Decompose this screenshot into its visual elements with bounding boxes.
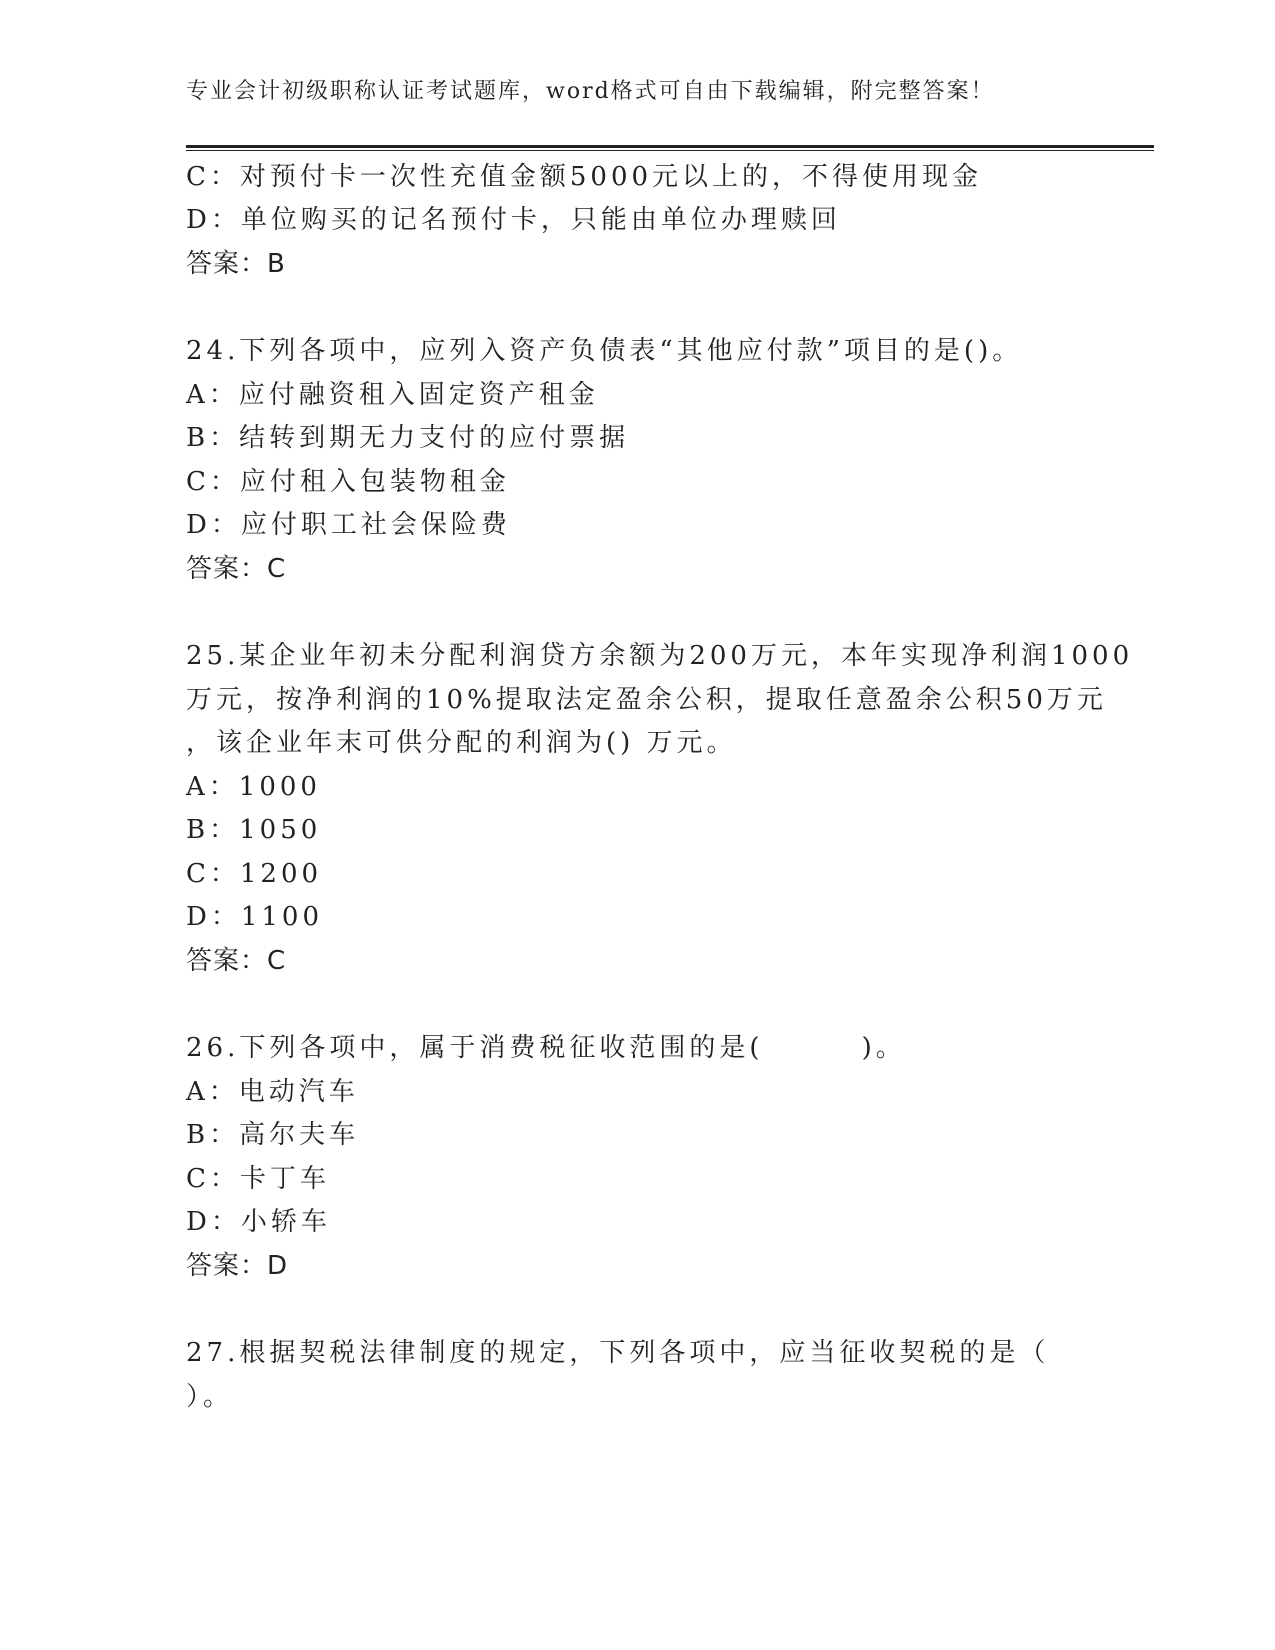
- option-d: D：小轿车: [186, 1207, 331, 1237]
- header-rule-thin: [186, 150, 1154, 151]
- option-d: D：单位购买的记名预付卡，只能由单位办理赎回: [186, 205, 841, 235]
- question-stem-line: 万元，按净利润的10%提取法定盈余公积，提取任意盈余公积50万元: [186, 685, 1107, 715]
- answer: 答案：D: [186, 1251, 289, 1281]
- question-stem: 24.下列各项中，应列入资产负债表“其他应付款”项目的是()。: [186, 336, 1023, 366]
- option-c: C：对预付卡一次性充值金额5000元以上的，不得使用现金: [186, 162, 983, 192]
- option-d: D：1100: [186, 902, 324, 932]
- option-c: C：卡丁车: [186, 1164, 330, 1194]
- option-c: C：应付租入包装物租金: [186, 467, 510, 497]
- option-c: C：1200: [186, 859, 323, 889]
- answer: 答案：C: [186, 946, 287, 976]
- option-a: A：1000: [186, 772, 321, 802]
- option-b: B：高尔夫车: [186, 1120, 360, 1150]
- option-d: D：应付职工社会保险费: [186, 510, 511, 540]
- question-stem-line: ，该企业年末可供分配的利润为() 万元。: [186, 728, 737, 758]
- page-header: 专业会计初级职称认证考试题库，word格式可自由下载编辑，附完整答案！: [186, 79, 995, 104]
- option-a: A：应付融资租入固定资产租金: [186, 380, 599, 410]
- question-stem-line: ）。: [186, 1382, 234, 1412]
- question-stem: 26.下列各项中，属于消费税征收范围的是( )。: [186, 1033, 906, 1063]
- answer: 答案：C: [186, 554, 287, 584]
- option-b: B：结转到期无力支付的应付票据: [186, 423, 630, 453]
- header-rule-thick: [186, 145, 1154, 148]
- option-b: B：1050: [186, 815, 322, 845]
- question-stem-line: 25.某企业年初未分配利润贷方余额为200万元，本年实现净利润1000: [186, 641, 1134, 671]
- answer: 答案：B: [186, 249, 286, 279]
- option-a: A：电动汽车: [186, 1077, 359, 1107]
- question-stem-line: 27.根据契税法律制度的规定，下列各项中，应当征收契税的是（: [186, 1338, 1050, 1368]
